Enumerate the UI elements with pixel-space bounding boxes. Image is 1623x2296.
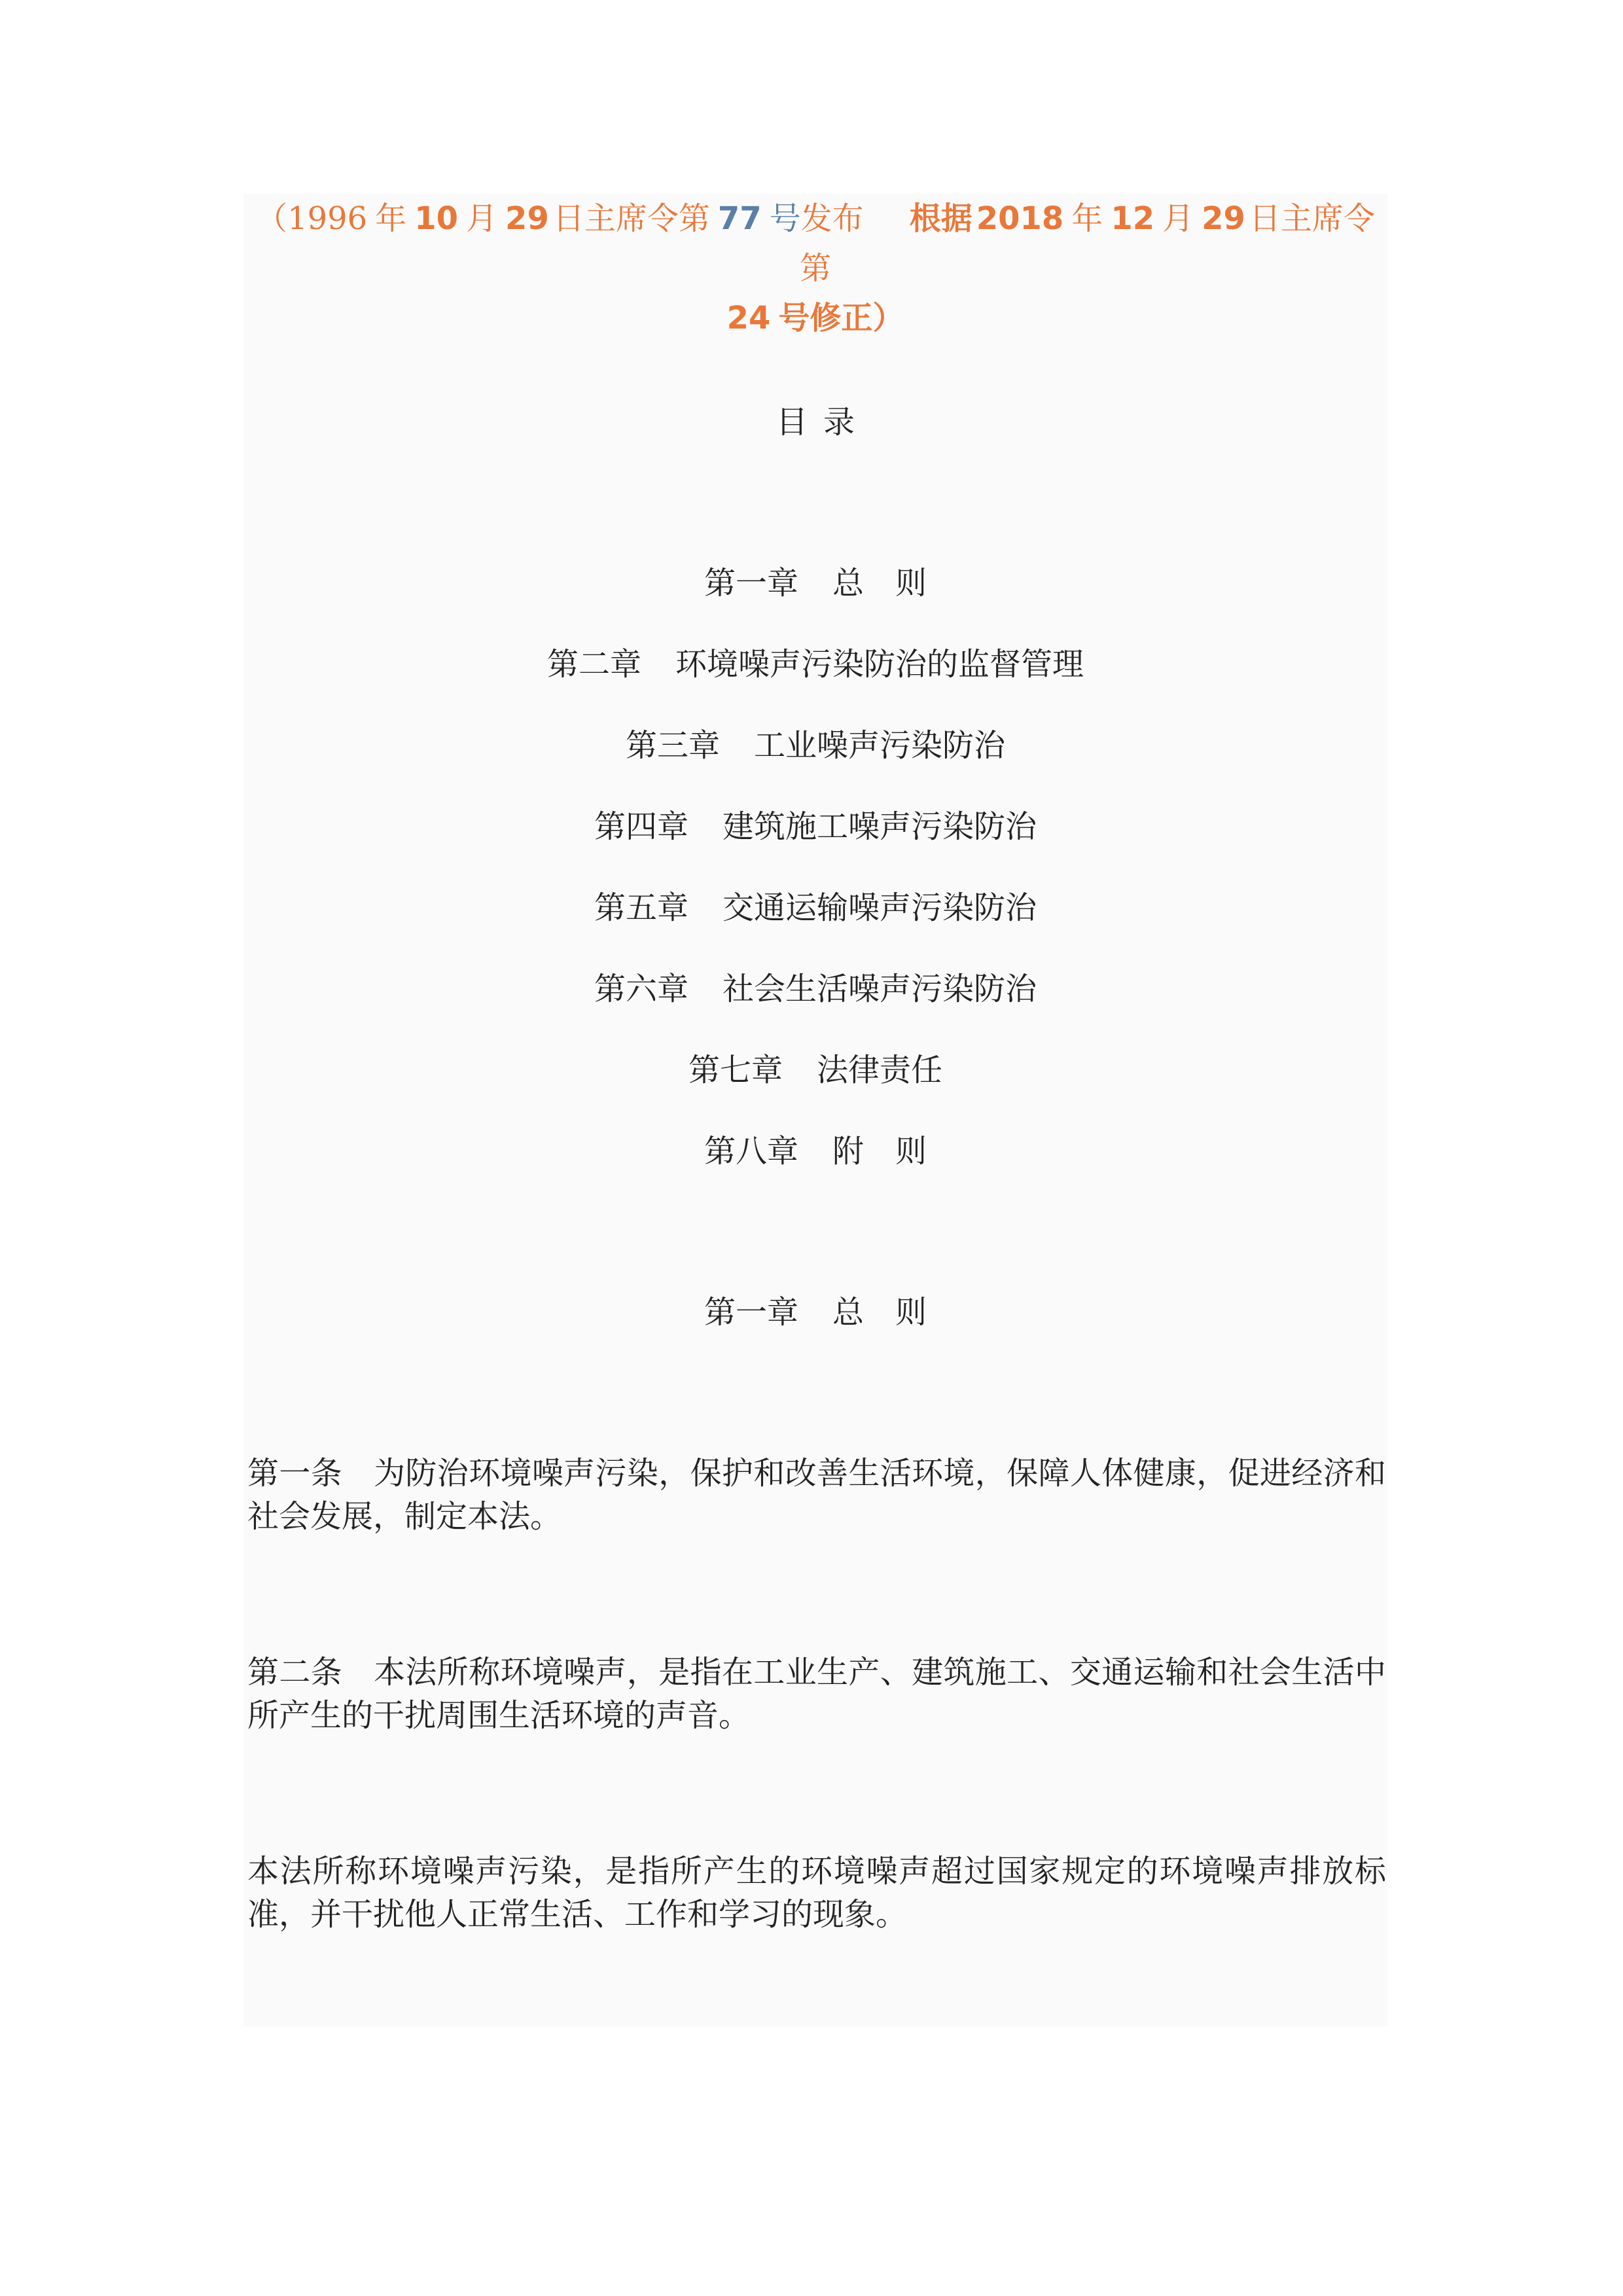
order-number-77: 77 xyxy=(717,200,762,237)
toc-item xyxy=(243,1128,1387,1210)
month-10: 10 xyxy=(414,200,459,237)
toc-chapter-title: 法律责任 xyxy=(817,1052,943,1088)
article-text: 本法所称环境噪声，是指在工业生产、建筑施工、交通运输和社会生活中所产生的干扰周围生活环境的声音。 xyxy=(247,1654,1386,1734)
year-1996: 1996 xyxy=(287,200,368,237)
article-1 xyxy=(247,1452,1386,1538)
toc-title-char-1: 目 xyxy=(776,404,808,440)
article-2-paragraph-2 xyxy=(247,1850,1386,1936)
article-number: 第二条 xyxy=(247,1654,343,1691)
toc-item xyxy=(243,885,1387,966)
toc-chapter-number: 第三章 xyxy=(625,727,720,764)
order-text-1: 日主席令第 xyxy=(552,200,710,237)
toc-item xyxy=(243,804,1387,885)
nian-1: 年 xyxy=(375,200,407,237)
chapter-title: 总 则 xyxy=(832,1294,927,1331)
toc-chapter-number: 第六章 xyxy=(594,971,688,1007)
toc-chapter-title: 工业噪声污染防治 xyxy=(754,727,1006,764)
toc-title-char-2: 录 xyxy=(823,404,855,440)
article-2 xyxy=(247,1651,1386,1737)
promulgation-line-2 xyxy=(243,293,1387,343)
toc-chapter-title: 总 则 xyxy=(832,565,927,601)
toc-chapter-title: 附 则 xyxy=(832,1133,927,1170)
chapter-heading xyxy=(243,1289,1387,1335)
toc-item xyxy=(243,560,1387,641)
xiuzheng-text: 号修正） xyxy=(778,300,904,336)
genju-text: 根据 xyxy=(909,200,972,237)
toc-chapter-number: 第五章 xyxy=(594,889,688,926)
article-text: 为防治环境噪声污染，保护和改善生活环境，保障人体健康，促进经济和社会发展，制定本法。 xyxy=(247,1455,1386,1535)
nian-2: 年 xyxy=(1071,200,1103,237)
toc-item xyxy=(243,966,1387,1047)
toc-chapter-number: 第一章 xyxy=(704,565,798,601)
month-12: 12 xyxy=(1111,200,1155,237)
article-text: 本法所称环境噪声污染，是指所产生的环境噪声超过国家规定的环境噪声排放标准，并干扰他人正常生活、工作和学习的现象。 xyxy=(247,1853,1386,1933)
fabu-text: 发布 xyxy=(800,200,864,237)
paren-open: （ xyxy=(256,200,288,237)
toc-chapter-number: 第七章 xyxy=(688,1052,783,1088)
toc-item xyxy=(243,1047,1387,1128)
toc-chapter-title: 社会生活噪声污染防治 xyxy=(722,971,1037,1007)
hao-1: 号 xyxy=(769,200,801,237)
order-text-2: 日主席令第 xyxy=(799,200,1375,287)
toc-chapter-title: 交通运输噪声污染防治 xyxy=(722,889,1037,926)
order-number-24: 24 xyxy=(726,300,771,336)
toc-chapter-number: 第八章 xyxy=(704,1133,798,1170)
toc-title xyxy=(243,399,1387,445)
toc-item xyxy=(243,723,1387,804)
yue-2: 月 xyxy=(1162,200,1194,237)
toc-chapter-title: 建筑施工噪声污染防治 xyxy=(722,808,1037,845)
toc-chapter-title: 环境噪声污染防治的监督管理 xyxy=(675,646,1084,683)
yue-1: 月 xyxy=(466,200,498,237)
toc-item xyxy=(243,641,1387,723)
year-2018: 2018 xyxy=(976,200,1064,237)
promulgation-line-1 xyxy=(243,194,1387,293)
day-29-b: 29 xyxy=(1202,200,1245,237)
toc-list xyxy=(243,560,1387,1210)
article-number: 第一条 xyxy=(247,1455,343,1492)
chapter-number: 第一章 xyxy=(704,1294,798,1331)
day-29-a: 29 xyxy=(505,200,549,237)
toc-chapter-number: 第四章 xyxy=(594,808,688,845)
promulgation-note xyxy=(243,194,1387,343)
toc-chapter-number: 第二章 xyxy=(546,646,641,683)
